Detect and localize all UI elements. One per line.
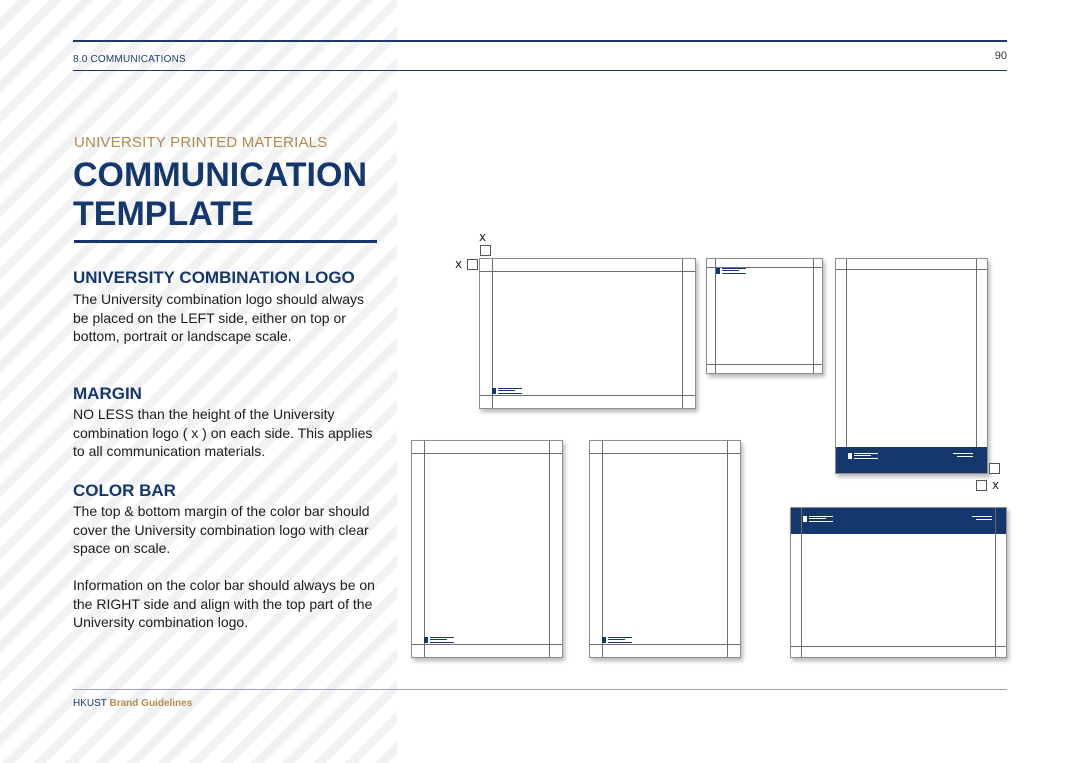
bar-info <box>972 516 992 522</box>
title-rule <box>74 240 377 243</box>
template-landscape-bottom-logo <box>479 258 696 409</box>
color-bar <box>836 447 987 473</box>
title-line-2: TEMPLATE <box>73 195 254 233</box>
footer <box>73 698 192 709</box>
template-portrait-bottom-bar <box>835 258 988 474</box>
striped-background <box>0 0 397 763</box>
footer-brand: HKUST <box>73 698 107 709</box>
title-line-1: COMMUNICATION <box>73 156 367 194</box>
template-portrait-bottom-logo-2 <box>589 440 741 658</box>
university-logo <box>803 516 833 523</box>
x-box-bottom <box>976 480 987 491</box>
color-bar-body-2: Information on the color bar should always be on the RIGHT side and align with the top part of the University combination logo. <box>73 577 375 630</box>
color-bar-heading: COLOR BAR <box>73 481 176 500</box>
header-subrule <box>73 70 1007 71</box>
kicker: UNIVERSITY PRINTED MATERIALS <box>74 134 328 151</box>
color-bar-body-1: The top & bottom margin of the color bar should cover the University combination logo with clear space on scale. <box>73 503 370 556</box>
margin-heading: MARGIN <box>73 384 142 403</box>
template-square-top-logo <box>706 258 823 374</box>
color-bar <box>791 508 1006 534</box>
footer-label: Brand Guidelines <box>109 698 193 709</box>
logo-heading: UNIVERSITY COMBINATION LOGO <box>73 268 355 287</box>
x-box-left <box>467 259 478 270</box>
university-logo <box>602 637 632 644</box>
x-label-left: x <box>455 257 463 271</box>
header-rule <box>73 40 1007 42</box>
university-logo <box>716 268 746 275</box>
x-label-top: x <box>479 230 487 244</box>
footer-rule <box>73 689 1007 690</box>
page-title <box>73 156 393 234</box>
logo-body: The University combination logo should always be placed on the LEFT side, either on top or bottom, portrait or landscape scale. <box>73 291 365 344</box>
university-logo <box>424 637 454 644</box>
margin-body: NO LESS than the height of the University combination logo ( x ) on each side. This applies to all communication materials. <box>73 406 373 459</box>
template-landscape-top-bar <box>790 507 1007 658</box>
bar-info <box>953 453 973 459</box>
x-box-right <box>989 463 1000 474</box>
template-portrait-bottom-logo-1 <box>411 440 563 658</box>
section-label: 8.0 COMMUNICATIONS <box>73 54 186 65</box>
x-label-right: x <box>992 478 1000 492</box>
x-box-top <box>480 245 491 256</box>
page-number: 90 <box>994 50 1007 62</box>
university-logo <box>492 388 522 395</box>
university-logo <box>848 453 878 460</box>
